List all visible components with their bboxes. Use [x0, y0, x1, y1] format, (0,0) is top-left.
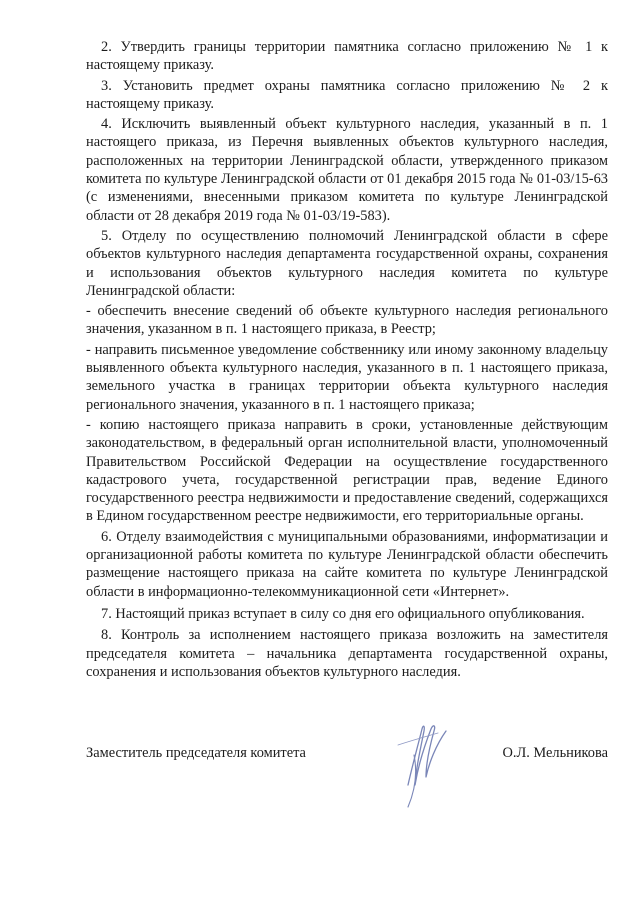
handwritten-signature	[368, 715, 463, 810]
paragraph-6-publication: 6. Отделу взаимодействия с муниципальными образованиями, информатизации и организационной работы комитета по культуре Ленинградской области обеспечить размещение настоящего приказа на сайте комитета по культуре Ленинградской области в информационно-телекоммуникационной сети «Интернет».	[86, 528, 608, 600]
paragraph-5-department-tasks: 5. Отделу по осуществлению полномочий Ленинградской области в сфере объектов культурного наследия департамента государственной охраны, сохранения и использования объектов культурного наследия комитета по культуре Ленинградской области:	[86, 227, 608, 299]
paragraph-4-exclusion: 4. Исключить выявленный объект культурного наследия, указанный в п. 1 настоящего приказа, из Перечня выявленных объектов культурного наследия, расположенных на территории Ленинградской области, утвержденного приказом комитета по культуре Ленинградской области от 01 декабря 2015 года № 01-03/15-63 (с изменениями, внесенными приказом комитета по культуре Ленинградской области от 28 декабря 2019 года № 01-03/19-583).	[86, 116, 608, 224]
signatory-name: О.Л. Мельникова	[502, 745, 608, 761]
paragraph-7-effective-date: 7. Настоящий приказ вступает в силу со дня его официального опубликования.	[101, 605, 585, 622]
signatory-title: Заместитель председателя комитета	[86, 745, 306, 761]
order-body	[86, 38, 608, 681]
paragraph-3-protection-subject: 3. Установить предмет охраны памятника согласно приложению № 2 к настоящему приказу.	[86, 77, 608, 112]
task-item-send-copy: - копию настоящего приказа направить в сроки, установленные действующим законодательством, в федеральный орган исполнительной власти, уполномоченный Правительством Российской Федерации на осуществление государственного кадастрового учета, государственной регистрации прав, ведение Единого государственного реестра недвижимости и предоставление сведений, содержащихся в Едином государственном реестре недвижимости, его территориальные органы.	[86, 416, 608, 525]
paragraph-8-control: 8. Контроль за исполнением настоящего приказа возложить на заместителя председателя комитета – начальника департамента государственной охраны, сохранения и использования объектов культурного наследия.	[86, 627, 608, 680]
task-item-registry: - обеспечить внесение сведений об объекте культурного наследия регионального значения, указанном в п. 1 настоящего приказа, в Реестр;	[86, 303, 608, 338]
paragraph-2-boundaries: 2. Утвердить границы территории памятника согласно приложению № 1 к настоящему приказу.	[86, 39, 608, 74]
signature-block	[86, 745, 608, 805]
task-item-notify-owner: - направить письменное уведомление собственнику или иному законному владельцу выявленного объекта культурного наследия, указанного в п. 1 настоящего приказа, земельного участка в границах территории объекта культурного наследия регионального значения, указанного в п. 1 настоящего приказа;	[86, 341, 608, 413]
